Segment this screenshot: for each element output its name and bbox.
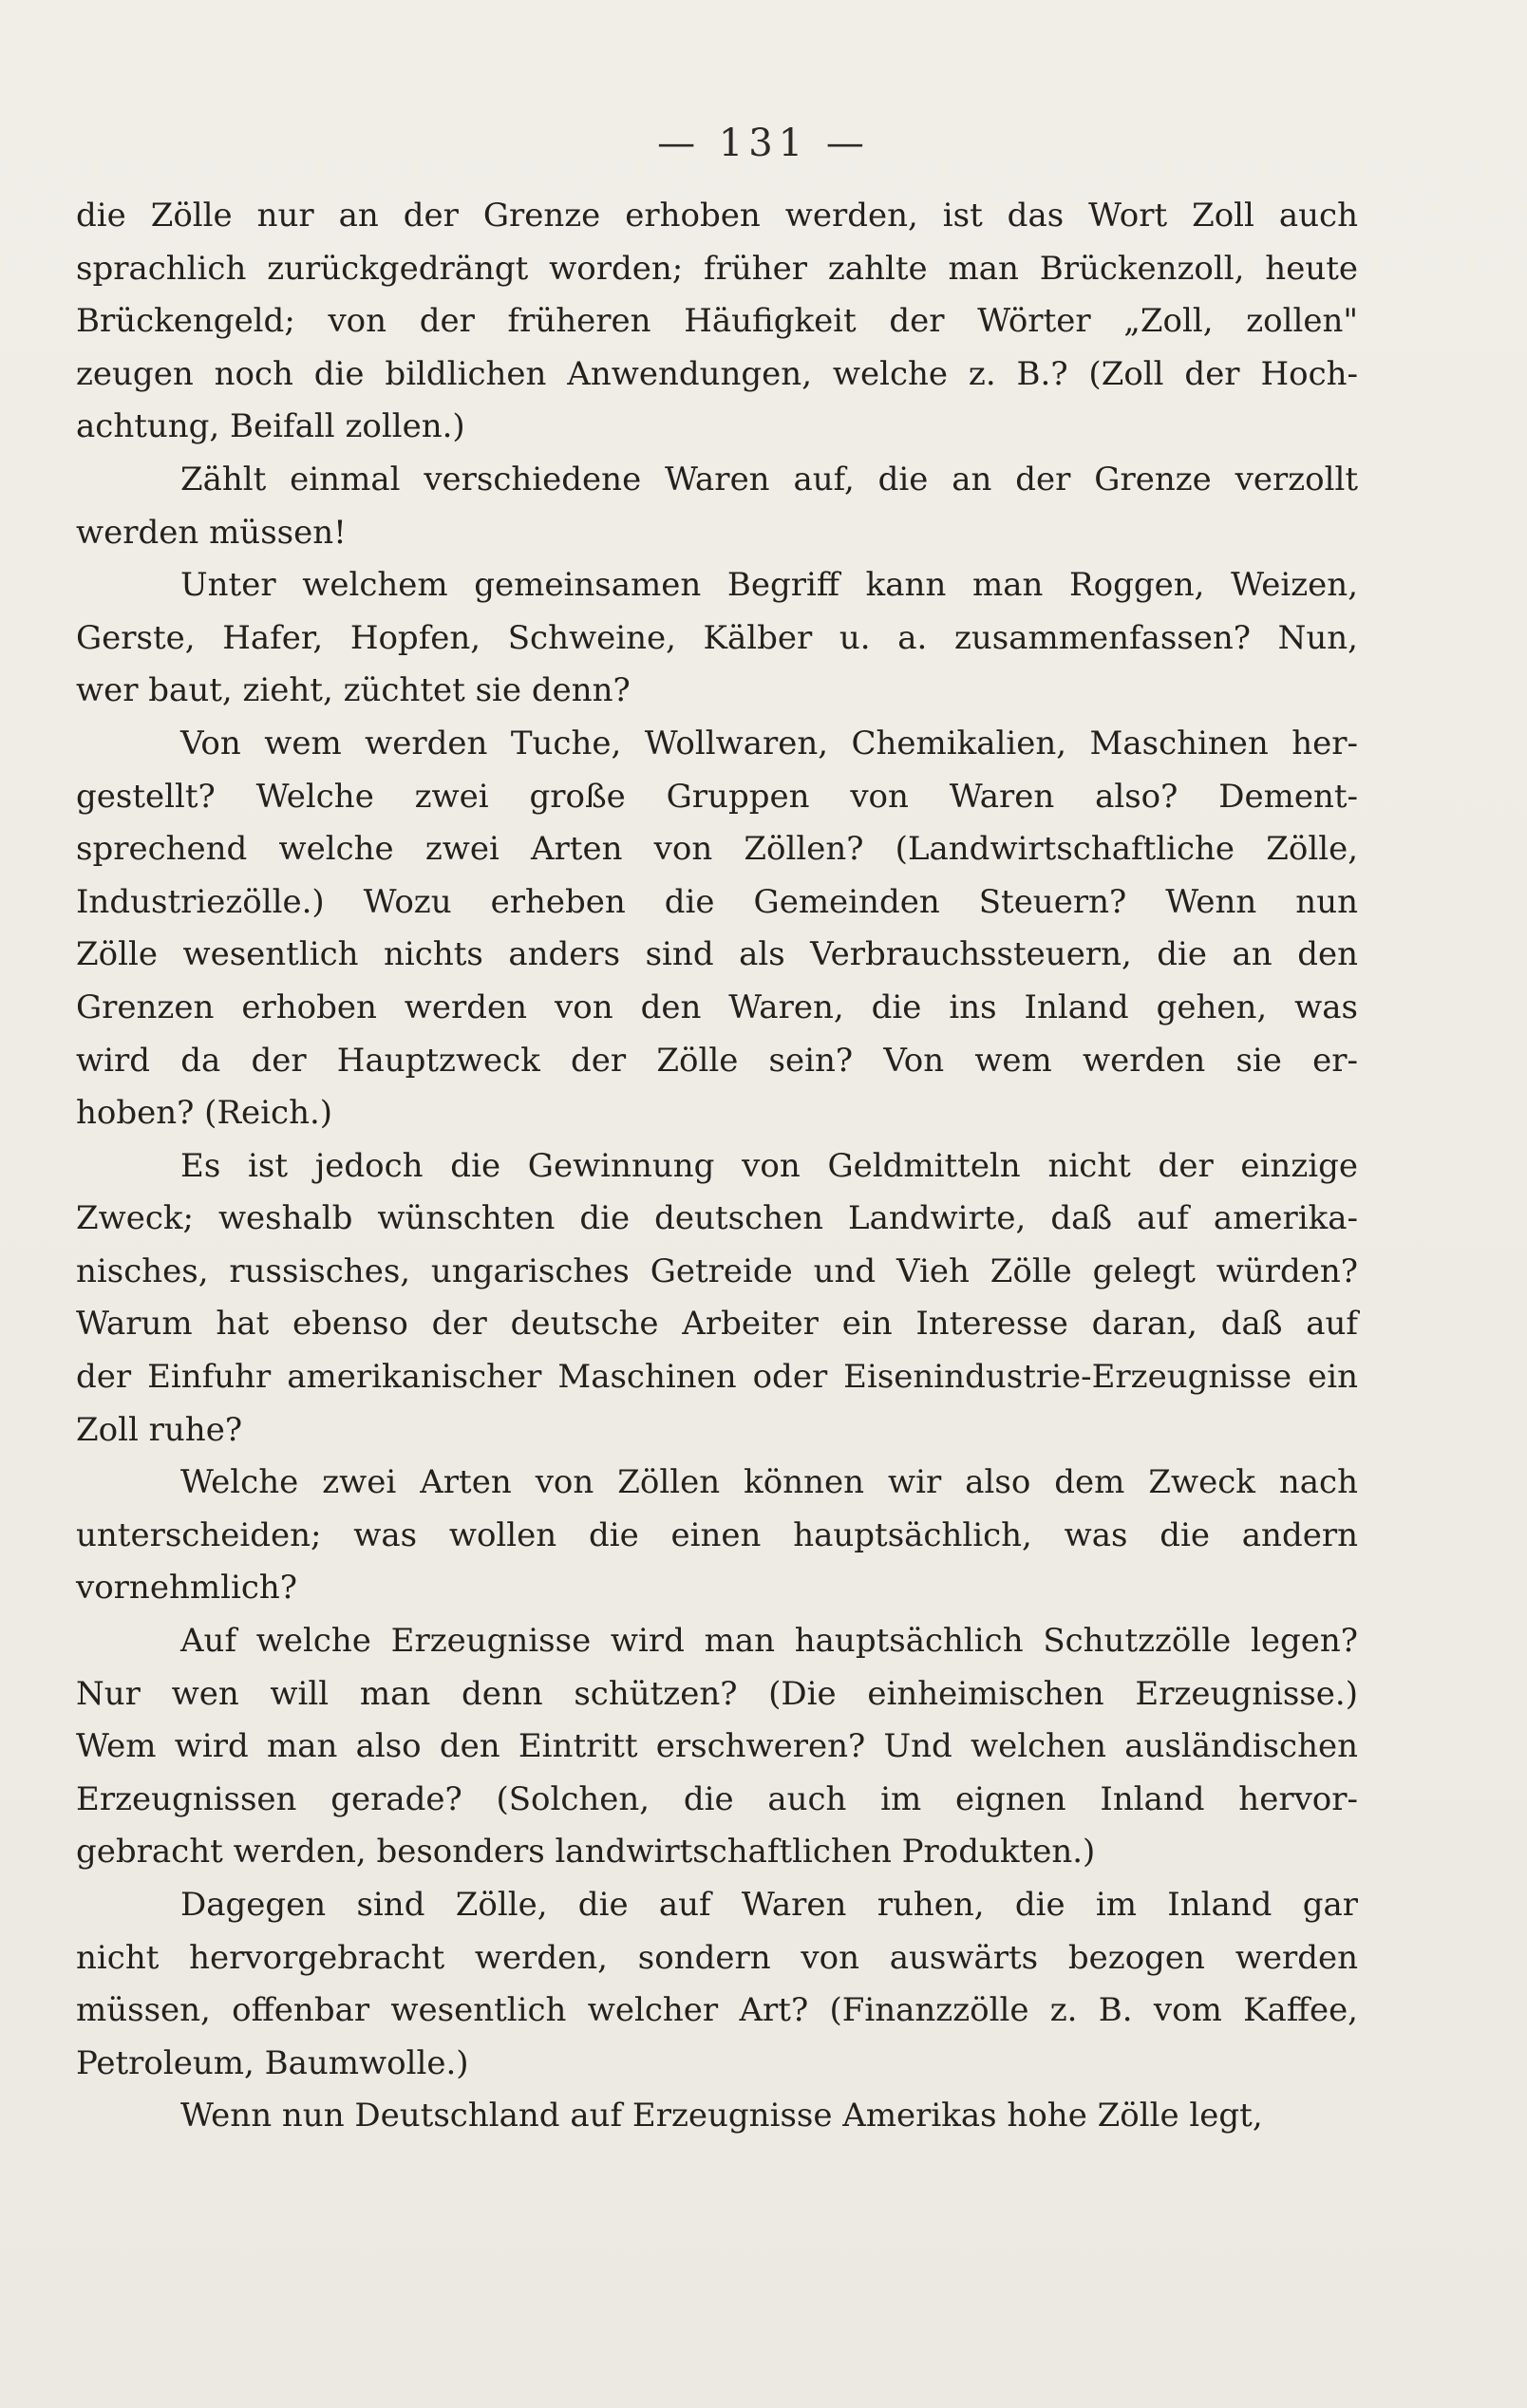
paragraph (76, 1879, 1358, 2090)
text-line: Unter welchem gemeinsamen Begriff kann man Roggen, Weizen, (180, 566, 1358, 605)
text-line: Es ist jedoch die Gewinnung von Geldmitteln nicht der einzige (180, 1146, 1358, 1185)
text-line: Wenn nun Deutschland auf Erzeugnisse Amerikas hohe Zölle legt, (180, 2097, 1263, 2135)
paragraph (76, 190, 1358, 454)
text-line: Zweck; weshalb wünschten die deutschen Landwirte, daß auf amerika- (76, 1199, 1358, 1238)
page-number: — 131 — (657, 122, 870, 165)
text-line: achtung, Beifall zollen.) (76, 407, 465, 446)
text-line: unterscheiden; was wollen die einen hauptsächlich, was die andern (76, 1515, 1358, 1554)
text-line: wer baut, zieht, züchtet sie denn? (76, 671, 631, 710)
text-line: Zoll ruhe? (76, 1410, 243, 1449)
text-line: nisches, russisches, ungarisches Getreide und Vieh Zölle gelegt würden? (76, 1251, 1358, 1290)
text-line: zeugen noch die bildlichen Anwendungen, welche z. B.? (Zoll der Hoch- (76, 354, 1358, 393)
text-line: vornehmlich? (76, 1569, 298, 1608)
paragraph (76, 1140, 1358, 1458)
text-line: Nur wen will man denn schützen? (Die einheimischen Erzeugnisse.) (76, 1674, 1358, 1713)
text-line: Wem wird man also den Eintritt erschweren? Und welchen ausländischen (76, 1727, 1358, 1766)
text-line: Zählt einmal verschiedene Waren auf, die an der Grenze verzollt (180, 460, 1358, 499)
text-line: Gerste, Hafer, Hopfen, Schweine, Kälber u. a. zusammenfassen? Nun, (76, 618, 1358, 657)
paragraph (76, 718, 1358, 1140)
paragraph (76, 2090, 1358, 2143)
text-line: wird da der Hauptzweck der Zölle sein? Von wem werden sie er- (76, 1041, 1358, 1080)
text-line: hoben? (Reich.) (76, 1094, 333, 1133)
text-line: werden müssen! (76, 513, 347, 552)
text-line: Von wem werden Tuche, Wollwaren, Chemikalien, Maschinen her- (180, 724, 1358, 762)
text-line: gestellt? Welche zwei große Gruppen von Waren also? Dement- (76, 777, 1358, 816)
body-text (76, 190, 1358, 2143)
text-line: Dagegen sind Zölle, die auf Waren ruhen, die im Inland gar (180, 1886, 1358, 1924)
text-line: Petroleum, Baumwolle.) (76, 2043, 469, 2082)
paragraph (76, 1615, 1358, 1879)
text-line: Auf welche Erzeugnisse wird man hauptsächlich Schutzzölle legen? (180, 1622, 1358, 1661)
text-line: Brückengeld; von der früheren Häufigkeit der Wörter „Zoll, zollen" (76, 302, 1358, 341)
text-line: Warum hat ebenso der deutsche Arbeiter ein Interesse daran, daß auf (76, 1305, 1358, 1344)
text-line: Zölle wesentlich nichts anders sind als Verbrauchssteuern, die an den (76, 935, 1358, 974)
text-line: Erzeugnissen gerade? (Solchen, die auch im eignen Inland hervor- (76, 1779, 1358, 1818)
text-line: sprechend welche zwei Arten von Zöllen? (Landwirtschaftliche Zölle, (76, 830, 1358, 869)
text-line: sprachlich zurückgedrängt worden; früher zahlte man Brückenzoll, heute (76, 249, 1358, 288)
paragraph (76, 559, 1358, 718)
text-line: die Zölle nur an der Grenze erhoben werden, ist das Wort Zoll auch (76, 197, 1358, 235)
paragraph (76, 1457, 1358, 1615)
text-line: nicht hervorgebracht werden, sondern von auswärts bezogen werden (76, 1938, 1358, 1977)
text-line: der Einfuhr amerikanischer Maschinen oder Eisenindustrie-Erzeugnisse ein (76, 1358, 1358, 1397)
text-line: Industriezölle.) Wozu erheben die Gemeinden Steuern? Wenn nun (76, 882, 1358, 921)
paragraph (76, 454, 1358, 559)
text-line: Welche zwei Arten von Zöllen können wir also dem Zweck nach (180, 1463, 1358, 1502)
text-line: Grenzen erhoben werden von den Waren, die ins Inland gehen, was (76, 988, 1358, 1026)
text-line: gebracht werden, besonders landwirtschaftlichen Produkten.) (76, 1833, 1096, 1872)
text-line: müssen, offenbar wesentlich welcher Art? (Finanzzölle z. B. vom Kaffee, (76, 1991, 1358, 2030)
